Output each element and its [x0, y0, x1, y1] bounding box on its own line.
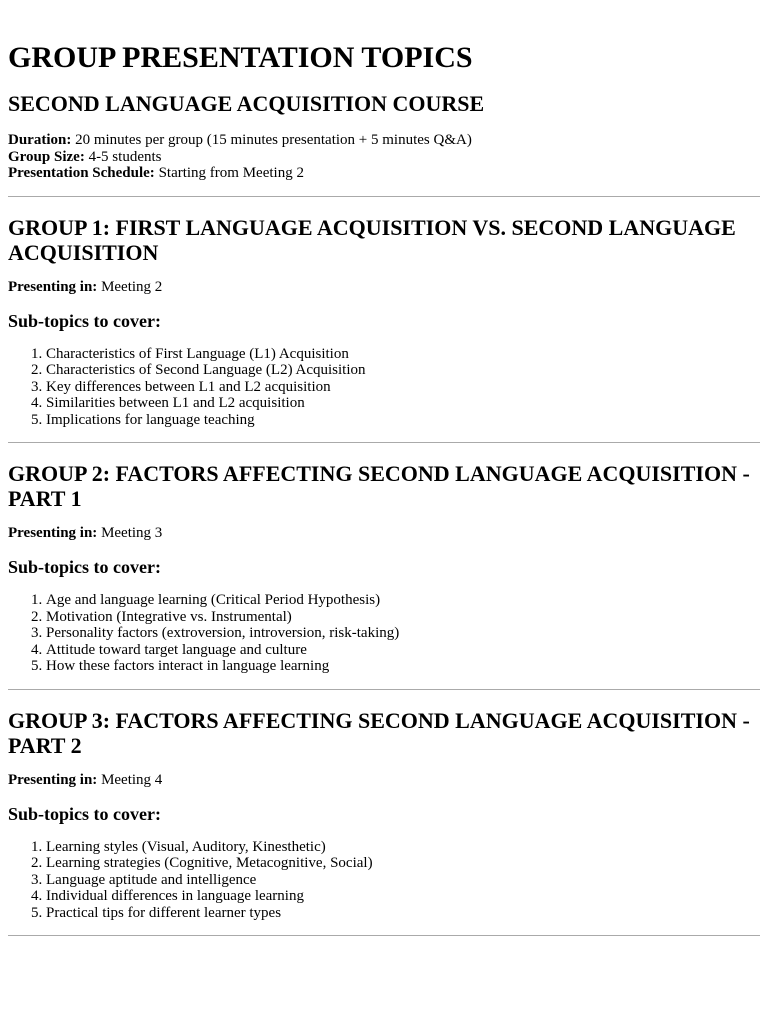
- group-3-section: [8, 708, 760, 937]
- presenting-label: Presenting in:: [8, 771, 98, 788]
- subtopics-list: [8, 839, 760, 922]
- subtopics-list: [8, 346, 760, 429]
- divider: [8, 935, 760, 936]
- presenting-row: [8, 772, 760, 789]
- list-item: 1. Characteristics of First Language (L1) Acquisition: [46, 346, 760, 363]
- presenting-label: Presenting in:: [8, 278, 98, 295]
- divider: [8, 689, 760, 690]
- presenting-value: Meeting 4: [97, 771, 163, 788]
- list-item: 4. Individual differences in language learning: [46, 888, 760, 905]
- presenting-row: [8, 279, 760, 296]
- group-size-label: Group Size:: [8, 148, 85, 165]
- page-title: GROUP PRESENTATION TOPICS: [8, 41, 473, 74]
- course-meta: [8, 132, 760, 182]
- group-title: GROUP 3: FACTORS AFFECTING SECOND LANGUAGE ACQUISITION - PART 2: [8, 707, 750, 758]
- subtopics-list: [8, 592, 760, 675]
- list-item: 3. Language aptitude and intelligence: [46, 872, 760, 889]
- duration-label: Duration:: [8, 132, 72, 148]
- list-item: 5. Practical tips for different learner types: [46, 905, 760, 922]
- list-item: 4. Attitude toward target language and culture: [46, 642, 760, 659]
- list-item: 3. Personality factors (extroversion, introversion, risk-taking): [46, 625, 760, 642]
- divider: [8, 196, 760, 197]
- list-item: 2. Motivation (Integrative vs. Instrumental): [46, 609, 760, 626]
- list-item: 5. Implications for language teaching: [46, 412, 760, 429]
- presenting-value: Meeting 3: [97, 525, 163, 541]
- schedule-value: Starting from Meeting 2: [154, 165, 304, 181]
- course-subtitle: SECOND LANGUAGE ACQUISITION COURSE: [8, 91, 485, 116]
- group-title: GROUP 1: FIRST LANGUAGE ACQUISITION VS. SECOND LANGUAGE ACQUISITION: [8, 214, 736, 265]
- schedule-label: Presentation Schedule:: [8, 165, 155, 181]
- presenting-row: [8, 525, 760, 542]
- list-item: 3. Key differences between L1 and L2 acquisition: [46, 379, 760, 396]
- schedule-row: [8, 165, 760, 182]
- presenting-value: Meeting 2: [97, 278, 163, 295]
- group-title: GROUP 2: FACTORS AFFECTING SECOND LANGUAGE ACQUISITION - PART 1: [8, 461, 750, 511]
- group-1-section: [8, 215, 760, 444]
- duration-value: 20 minutes per group (15 minutes presentation + 5 minutes Q&A): [71, 132, 472, 148]
- list-item: 4. Similarities between L1 and L2 acquisition: [46, 395, 760, 412]
- list-item: 1. Learning styles (Visual, Auditory, Kinesthetic): [46, 839, 760, 856]
- group-size-value: 4-5 students: [84, 148, 162, 165]
- list-item: 5. How these factors interact in language learning: [46, 658, 760, 675]
- subtopics-heading: Sub-topics to cover:: [8, 557, 161, 577]
- group-size-row: [8, 149, 760, 166]
- subtopics-heading: Sub-topics to cover:: [8, 310, 161, 331]
- divider: [8, 442, 760, 443]
- list-item: 1. Age and language learning (Critical Period Hypothesis): [46, 592, 760, 609]
- list-item: 2. Characteristics of Second Language (L2) Acquisition: [46, 362, 760, 379]
- presenting-label: Presenting in:: [8, 525, 98, 541]
- duration-row: [8, 132, 760, 149]
- list-item: 2. Learning strategies (Cognitive, Metacognitive, Social): [46, 855, 760, 872]
- subtopics-heading: Sub-topics to cover:: [8, 803, 161, 824]
- group-2-section: [8, 461, 760, 690]
